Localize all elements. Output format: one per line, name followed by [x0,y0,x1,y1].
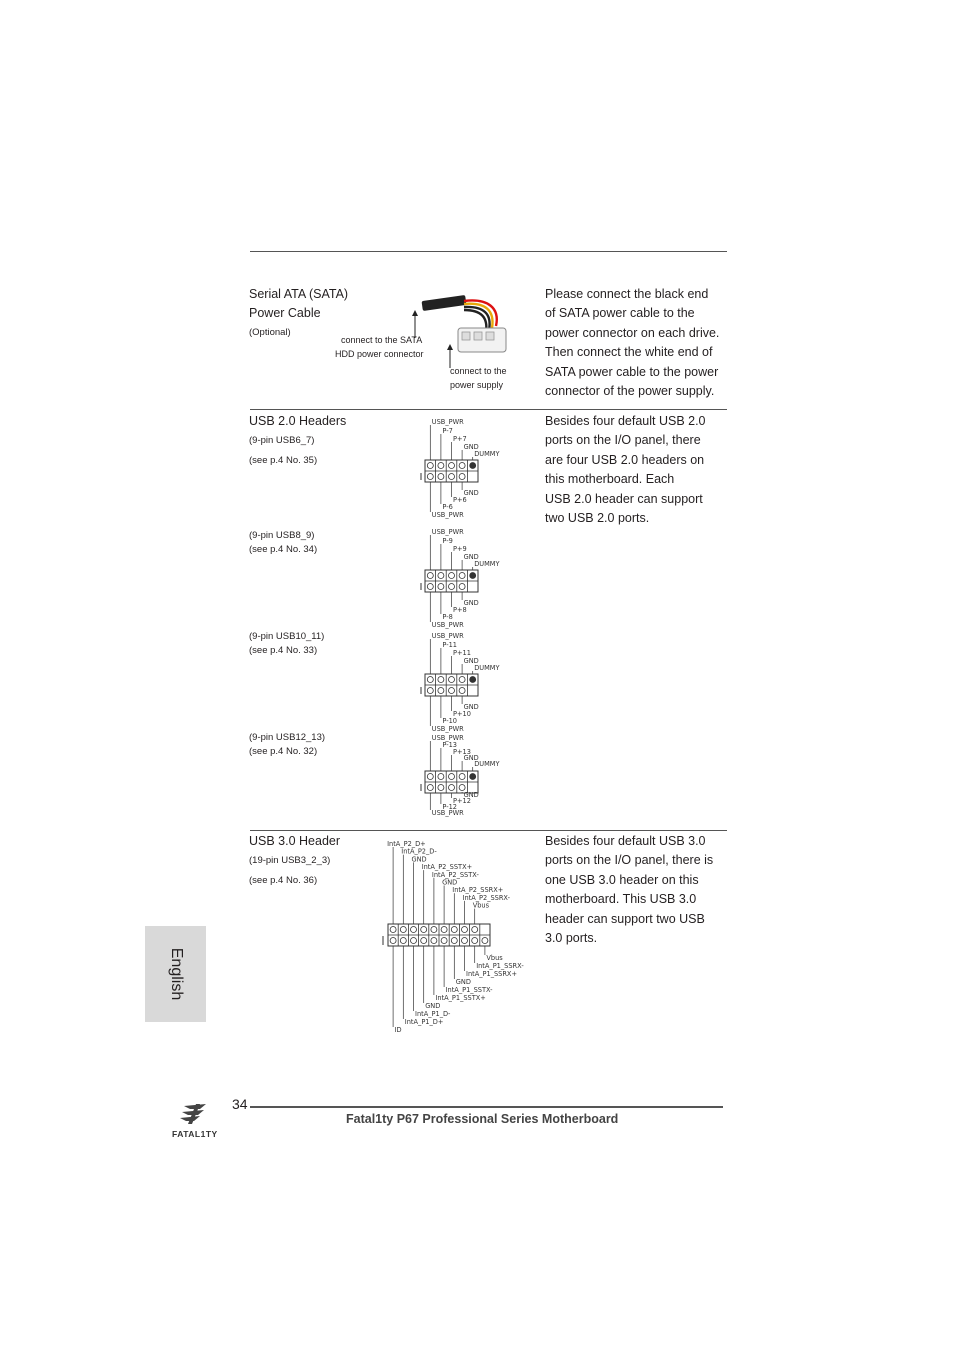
pin [482,938,488,944]
pin [449,474,455,480]
pin [438,785,444,791]
pin-label: USB_PWR [431,621,464,629]
pin-label: GND [463,443,479,451]
sata-connector-icon [422,295,467,311]
usb2-title: USB 2.0 Headers [249,414,347,428]
pin [438,584,444,590]
pin [449,785,455,791]
pin-label: GND [463,489,479,497]
pin-label: ID [394,1026,402,1034]
sata-optional: (Optional) [249,327,291,338]
fatal1ty-wordmark: FATAL1TY [172,1129,218,1139]
pin-label: USB_PWR [431,734,464,742]
desc-line: connector of the power supply. [545,384,715,399]
usb2-see-label: (see p.4 No. 34) [249,544,318,555]
pin [438,463,444,469]
pin-label: IntA_P1_D- [415,1010,451,1018]
pin-label: DUMMY [474,450,500,458]
dummy-pin [470,573,476,579]
pin-label: DUMMY [474,560,500,568]
pin-label: P+11 [453,649,471,657]
sata-title: Serial ATA (SATA) [249,287,349,301]
pin-label: GND [463,791,479,799]
pin [427,584,433,590]
pin [427,474,433,480]
pin [400,927,406,933]
psu-connect-caption-2: power supply [450,380,504,390]
pin-label: GND [455,978,471,986]
pin [462,927,468,933]
pin [449,677,455,683]
pin-label: IntA_P2_SSTX- [431,870,479,879]
pin-label: P+9 [453,545,467,553]
pin [449,463,455,469]
pin [472,938,478,944]
pin-label: P-13 [442,741,458,749]
usb2-header-diagram-3 [418,628,528,733]
usb2-pin-label: (9-pin USB8_9) [249,530,315,541]
pin-label: GND [463,754,479,762]
pin-label: IntA_P1_SSTX+ [435,994,486,1002]
pin [441,927,447,933]
pin-label: USB_PWR [431,418,464,426]
desc-line: of SATA power cable to the [545,306,695,321]
usb2-see-label: (see p.4 No. 33) [249,645,318,656]
desc-line: ports on the I/O panel, there is [545,853,714,868]
pin-label: IntA_P2_D+ [387,840,426,848]
usb2-header-diagram-1 [418,414,528,524]
sata-description [545,285,735,401]
pin [459,677,465,683]
pin-label: IntA_P2_SSTX+ [421,863,473,872]
pin [427,463,433,469]
desc-line: header can support two USB [545,911,705,926]
pin [472,927,478,933]
footer-title: Fatal1ty P67 Professional Series Motherboard [346,1112,619,1126]
pin [451,938,457,944]
usb2-header-diagram-2 [418,524,528,629]
pin-label: Vbus [472,901,490,910]
pin [427,677,433,683]
pin [427,688,433,694]
pin-label: P-12 [442,803,458,811]
desc-line: 3.0 ports. [545,931,598,946]
usb3-pin-label: (19-pin USB3_2_3) [249,855,331,866]
pin [431,927,437,933]
arrow-sata-icon [412,310,418,338]
pin-label: P-7 [442,427,453,435]
pin [438,573,444,579]
pin-label: USB_PWR [431,632,464,640]
pin-label: Vbus [486,954,503,962]
usb2-see-label: (see p.4 No. 35) [249,455,318,466]
pin-label: USB_PWR [431,511,464,519]
pin-label: DUMMY [474,664,500,672]
pin-label: IntA_P2_SSRX- [462,893,511,902]
pin-label: GND [442,878,458,887]
pin-label: IntA_P1_SSRX+ [466,970,517,978]
desc-line: Besides four default USB 2.0 [545,414,706,428]
pin-label: GND [463,599,479,607]
desc-line: motherboard. This USB 3.0 [545,892,697,907]
pin [390,927,396,933]
pin [449,584,455,590]
pin [427,774,433,780]
pin-label: P-9 [442,537,453,545]
pin [449,774,455,780]
pin-label: P+8 [453,606,467,614]
usb2-see-label: (see p.4 No. 32) [249,746,318,757]
desc-line: this motherboard. Each [545,472,675,487]
usb3-title: USB 3.0 Header [249,834,341,848]
section-rule [250,830,727,831]
pin [400,938,406,944]
pin [459,688,465,694]
pin [451,927,457,933]
pin-label: P+7 [453,435,467,443]
pin-label: P+12 [453,797,471,805]
usb3-header-diagram [380,836,530,1036]
usb2-pin-label: (9-pin USB10_11) [249,631,325,642]
psu-connect-caption: connect to the [450,366,507,376]
pin-label: IntA_P2_SSRX+ [452,886,504,895]
usb2-pin-label: (9-pin USB12_13) [249,732,326,743]
pin [431,938,437,944]
pin-label: USB_PWR [431,528,464,536]
arrow-psu-icon [447,344,453,368]
pin [438,774,444,780]
dummy-pin [470,677,476,683]
fatal1ty-emblem-icon [180,1104,206,1124]
footer-rule [250,1106,723,1108]
top-rule [250,251,727,252]
pin [449,688,455,694]
pin [462,938,468,944]
usb3-description [545,832,735,948]
desc-line: Then connect the white end of [545,345,713,360]
pin-label: P+6 [453,496,467,504]
sata-title-line2: Power Cable [249,306,321,320]
pin [421,938,427,944]
pin-label: GND [411,855,427,864]
page-number: 34 [232,1096,248,1112]
pin-label: GND [463,553,479,561]
usb2-description [545,412,735,528]
pin [427,573,433,579]
desc-line: Please connect the black end [545,287,709,301]
usb2-header-diagram-4 [418,731,528,821]
pin-label: GND [425,1002,441,1010]
pin [459,463,465,469]
pin-label: GND [463,657,479,665]
pin-label: USB_PWR [431,809,464,817]
pin [449,573,455,579]
pin-label: DUMMY [474,760,500,768]
desc-line: power connector on each drive. [545,325,720,340]
pin [438,474,444,480]
usb2-pin-label: (9-pin USB6_7) [249,435,315,446]
pin [459,474,465,480]
desc-line: are four USB 2.0 headers on [545,452,705,467]
pin [459,573,465,579]
sata-connect-caption: connect to the SATA [341,335,423,345]
desc-line: USB 2.0 header can support [545,491,703,506]
desc-line: Besides four default USB 3.0 [545,834,706,848]
pin-label: IntA_P1_SSTX- [445,986,493,994]
pin-label: P+13 [453,748,471,756]
pin-label: USB_PWR [431,725,464,733]
desc-line: two USB 2.0 ports. [545,511,650,526]
pin [459,584,465,590]
pin-label: GND [463,703,479,711]
pin [421,927,427,933]
pin-label: P+10 [453,710,471,718]
pin [441,938,447,944]
desc-line: ports on the I/O panel, there [545,433,701,448]
pin [390,938,396,944]
pin-label: IntA_P1_SSRX- [476,962,524,970]
pin-label: P-10 [442,717,458,725]
language-label: English [167,947,185,1001]
usb3-see-label: (see p.4 No. 36) [249,875,318,886]
dummy-pin [470,463,476,469]
pin-label: IntA_P2_D- [401,847,437,856]
dummy-pin [470,774,476,780]
desc-line: one USB 3.0 header on this [545,872,699,887]
sata-connect-caption-2: HDD power connector [335,349,424,359]
cable-wires [464,300,497,332]
pin-label: P-6 [442,503,453,511]
pin [438,688,444,694]
pin [427,785,433,791]
molex-connector-icon [458,328,506,352]
pin-label: P-8 [442,613,453,621]
language-side-tab [145,926,206,1022]
pin [438,677,444,683]
fatal1ty-logo [170,1100,230,1142]
pin [411,938,417,944]
pin-label: P-11 [442,641,458,649]
pin [459,785,465,791]
section-rule [250,409,727,410]
pin-label: IntA_P1_D+ [404,1018,444,1026]
pin [411,927,417,933]
pin [459,774,465,780]
desc-line: SATA power cable to the power [545,364,719,379]
